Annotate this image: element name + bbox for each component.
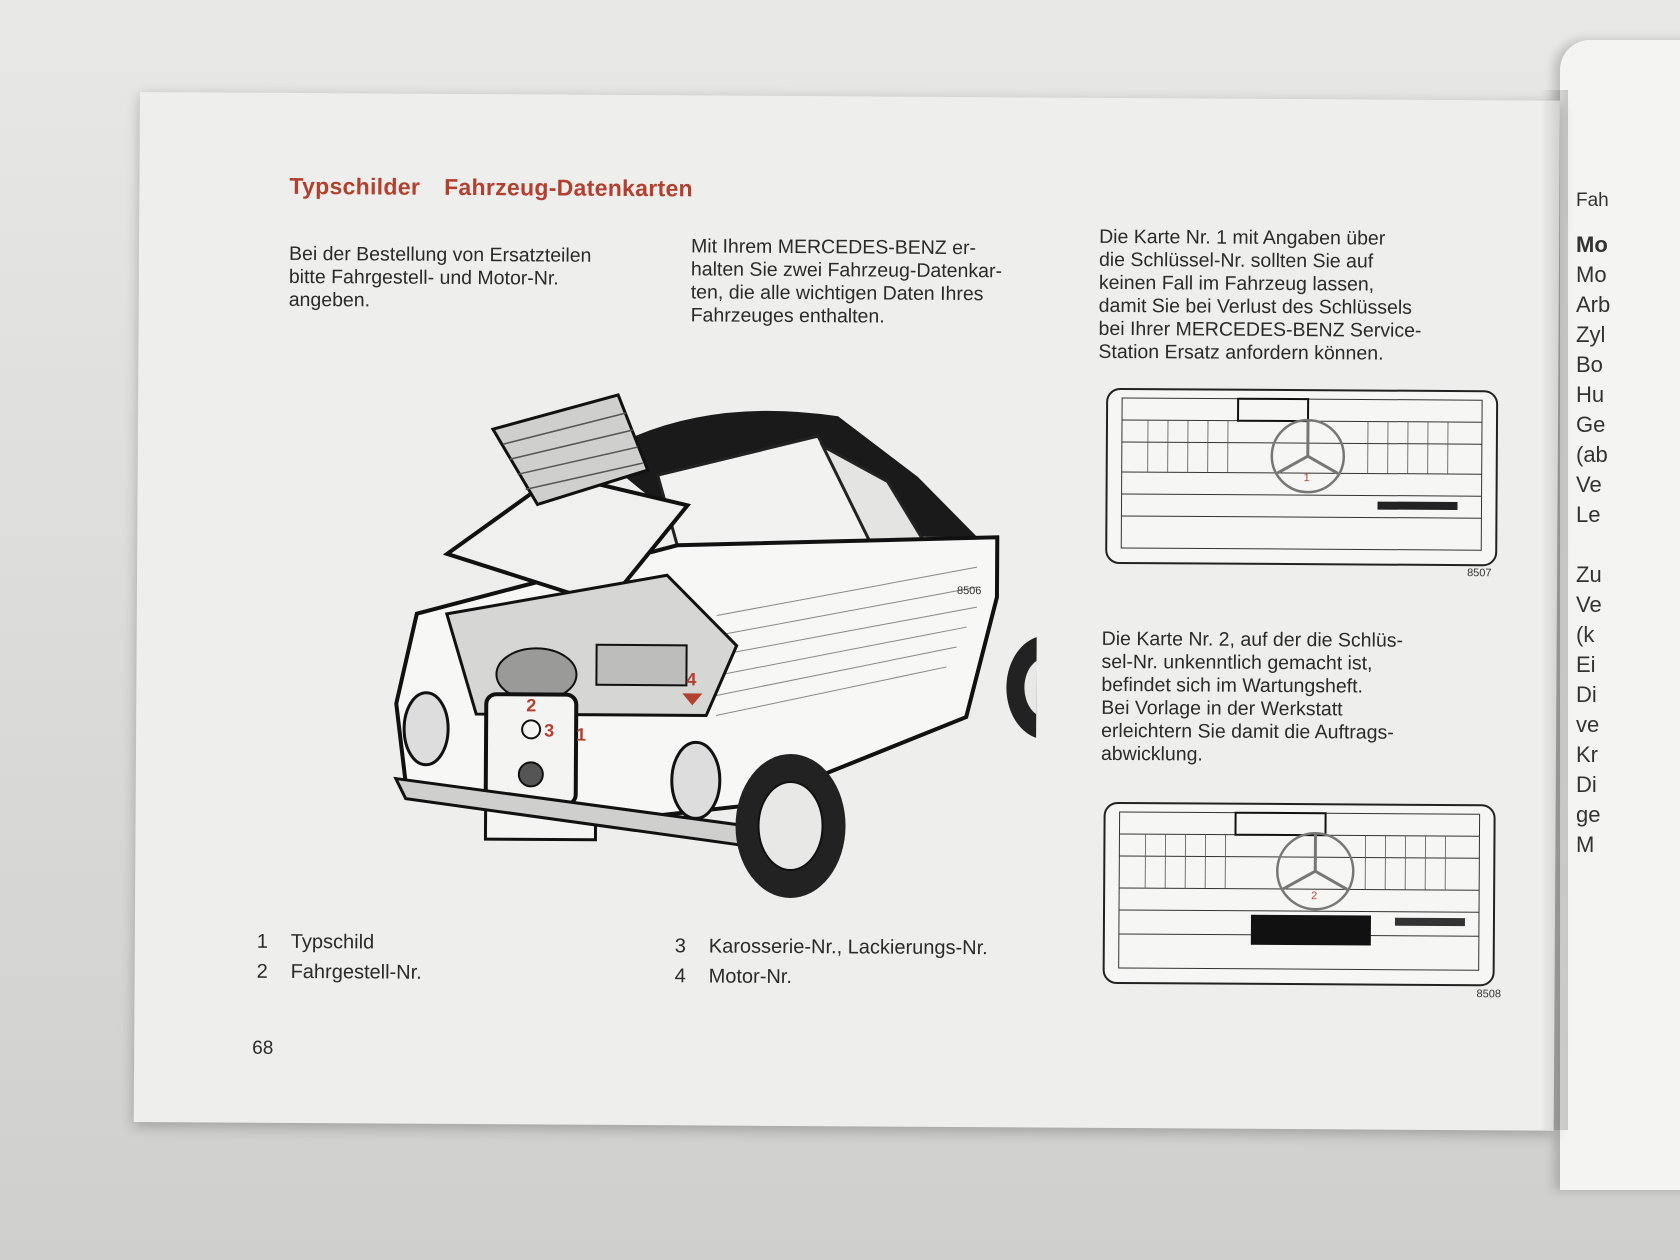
facing-page-line: Di <box>1576 682 1597 707</box>
card2-form-grid <box>1105 804 1494 984</box>
legend-item-4 <box>675 965 792 989</box>
legend-label: Typschild <box>290 930 375 954</box>
title-typschilder: Typschilder <box>289 172 421 200</box>
facing-page-line: (k <box>1576 622 1595 647</box>
facing-page <box>1560 40 1680 1190</box>
legend-item-1 <box>257 931 375 955</box>
legend-num: 1 <box>256 930 269 953</box>
figure-number-car: 8506 <box>956 584 982 598</box>
callout-4: 4 <box>686 669 697 690</box>
facing-page-line: Ve <box>1576 592 1602 617</box>
facing-page-line: Ei <box>1576 652 1596 677</box>
redacted-key-number <box>1251 915 1371 946</box>
legend-num: 3 <box>674 935 686 958</box>
intro-paragraph-1: Bei der Bestellung von Ersatzteilen bitte Fahrgestell- und Motor-Nr. angeben. <box>288 242 592 312</box>
facing-page-line: ge <box>1576 802 1601 827</box>
facing-page-heading: Fah <box>1576 190 1609 211</box>
callout-3: 3 <box>544 720 555 741</box>
figure-number-card2: 8508 <box>1476 988 1502 1001</box>
facing-page-line: ve <box>1576 712 1600 737</box>
legend-label: Karosserie-Nr., Lackierungs-Nr. <box>708 935 988 960</box>
book-gutter <box>1540 90 1568 1130</box>
card2-paragraph: Die Karte Nr. 2, auf der die Schlüs- sel-Nr. unkenntlich gemacht ist, befindet sich im Wartungsheft. Bei Vorlage in der Werkstatt erleichtern Sie damit die Auftrags- abwicklung. <box>1100 627 1404 766</box>
facing-page-bold: Mo <box>1576 232 1608 257</box>
facing-page-line: Ge <box>1576 412 1606 437</box>
vehicle-data-card-1 <box>1105 388 1498 566</box>
figure-number-card1: 8507 <box>1467 567 1492 580</box>
legend-label: Motor-Nr. <box>708 965 793 988</box>
legend-label: Fahrgestell-Nr. <box>290 960 422 984</box>
facing-page-line: Le <box>1576 502 1601 527</box>
page-title <box>289 173 717 203</box>
card1-form-grid <box>1107 390 1496 564</box>
manual-page <box>134 92 1560 1131</box>
legend-item-2 <box>257 961 422 985</box>
facing-page-line: M <box>1576 832 1595 857</box>
legend-item-3 <box>675 935 988 960</box>
facing-page-line: Zu <box>1576 562 1602 587</box>
facing-page-line: Zyl <box>1576 322 1606 347</box>
card1-paragraph: Die Karte Nr. 1 mit Angaben über die Schlüssel-Nr. sollten Sie auf keinen Fall im Fahrzeug lassen, damit Sie bei Verlust des Schlüssels bei Ihrer MERCEDES-BENZ Service- Station Ersatz anfordern können. <box>1098 225 1422 365</box>
vehicle-data-card-2 <box>1103 802 1496 986</box>
legend-num: 4 <box>674 965 686 988</box>
page-number: 68 <box>252 1037 274 1059</box>
facing-page-line: Hu <box>1576 382 1605 407</box>
legend-num: 2 <box>256 960 268 983</box>
facing-page-line: Mo <box>1576 262 1607 287</box>
intro-paragraph-2: Mit Ihrem MERCEDES-BENZ er- halten Sie zwei Fahrzeug-Datenkar- ten, die alle wichtigen Daten Ihres Fahrzeuges enthalten. <box>690 235 1003 328</box>
facing-page-line: Bo <box>1576 352 1603 377</box>
callout-2: 2 <box>526 695 537 716</box>
title-datenkarten: Fahrzeug-Datenkarten <box>444 173 694 202</box>
card1-number: 1 <box>1303 472 1310 485</box>
facing-page-line: Ve <box>1576 472 1602 497</box>
facing-page-line: Di <box>1576 772 1597 797</box>
facing-page-line: (ab <box>1576 442 1608 467</box>
facing-page-line: Kr <box>1576 742 1598 767</box>
callout-1: 1 <box>576 724 587 745</box>
car-illustration <box>275 383 1038 908</box>
card2-number: 2 <box>1311 890 1318 903</box>
facing-page-line: Arb <box>1576 292 1611 317</box>
